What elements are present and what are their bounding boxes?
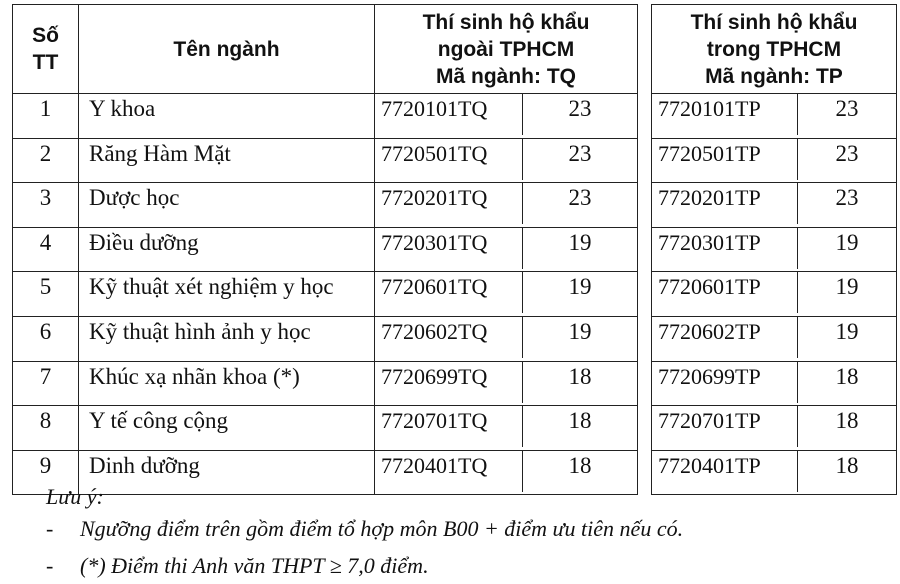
row-stt: 4 [13, 227, 79, 272]
row-major-name: Y khoa [79, 94, 375, 139]
outside-score: 23 [568, 96, 592, 121]
row-major-name: Khúc xạ nhãn khoa (*) [79, 361, 375, 406]
score-table [12, 4, 897, 495]
row-major-name: Điều dưỡng [79, 227, 375, 272]
inside-pair [652, 451, 896, 492]
inside-code: 7720602TP [652, 317, 798, 358]
header-row [13, 5, 897, 94]
header-outside-line-1: Thí sinh hộ khẩu [422, 10, 590, 34]
inside-score: 19 [835, 274, 859, 300]
outside-pair [375, 272, 637, 313]
note-item-2 [46, 553, 429, 579]
row-stt: 1 [13, 94, 79, 139]
row-inside-cell [652, 138, 897, 183]
row-gap [638, 94, 652, 139]
note-text-2: (*) Điểm thi Anh văn THPT ≥ 7,0 điểm. [80, 553, 429, 578]
inside-pair [652, 317, 896, 358]
row-stt: 9 [13, 450, 79, 495]
table-row [13, 183, 897, 228]
outside-pair [375, 228, 637, 269]
header-inside-line-3: Mã ngành: TP [705, 64, 843, 88]
table-row [13, 138, 897, 183]
note-bullet-1: - [46, 516, 54, 541]
inside-score: 19 [835, 318, 859, 344]
row-major-name: Dinh dưỡng [79, 450, 375, 495]
header-inside-line-2: trong TPHCM [706, 37, 842, 61]
inside-code: 7720501TP [652, 139, 798, 180]
table-row [13, 227, 897, 272]
inside-code: 7720601TP [652, 272, 798, 313]
outside-pair [375, 94, 637, 135]
row-inside-cell [652, 361, 897, 406]
inside-score: 23 [835, 185, 859, 211]
row-gap [638, 183, 652, 228]
row-major-name: Răng Hàm Mặt [79, 138, 375, 183]
inside-code: 7720301TP [652, 228, 798, 269]
inside-pair [652, 362, 896, 403]
row-outside-cell [375, 272, 638, 317]
outside-pair [375, 451, 637, 492]
row-inside-cell [652, 316, 897, 361]
row-outside-cell [375, 138, 638, 183]
row-gap [638, 450, 652, 495]
inside-score: 18 [835, 452, 859, 478]
inside-code: 7720201TP [652, 183, 798, 224]
inside-score: 18 [835, 408, 859, 434]
notes-heading: Lưu ý: [46, 484, 104, 509]
inside-pair [652, 228, 896, 269]
inside-code: 7720401TP [652, 451, 798, 492]
row-major-name: Dược học [79, 183, 375, 228]
row-inside-cell [652, 227, 897, 272]
table-row [13, 94, 897, 139]
row-outside-cell [375, 227, 638, 272]
row-major-name: Kỹ thuật hình ảnh y học [79, 316, 375, 361]
inside-pair [652, 94, 896, 135]
outside-pair [375, 362, 637, 403]
header-stt-line-2: TT [32, 51, 59, 74]
row-stt: 7 [13, 361, 79, 406]
row-outside-cell [375, 183, 638, 228]
row-outside-cell [375, 406, 638, 451]
row-gap [638, 227, 652, 272]
outside-code: 7720701TQ [375, 406, 523, 447]
note-item-1 [46, 516, 683, 542]
row-stt: 3 [13, 183, 79, 228]
inside-pair [652, 139, 896, 180]
row-inside-cell [652, 183, 897, 228]
row-outside-cell [375, 316, 638, 361]
inside-code: 7720699TP [652, 362, 798, 403]
outside-pair [375, 139, 637, 180]
outside-code: 7720501TQ [375, 139, 523, 180]
table-row [13, 406, 897, 451]
table-row [13, 272, 897, 317]
outside-score: 19 [568, 229, 592, 255]
outside-code: 7720699TQ [375, 362, 523, 403]
row-major-name: Kỹ thuật xét nghiệm y học [79, 272, 375, 317]
row-stt: 2 [13, 138, 79, 183]
row-inside-cell [652, 272, 897, 317]
row-stt: 5 [13, 272, 79, 317]
outside-score: 18 [568, 363, 592, 389]
header-inside-line-1: Thí sinh hộ khẩu [690, 10, 858, 34]
outside-score: 23 [568, 140, 592, 166]
row-stt: 6 [13, 316, 79, 361]
inside-score: 23 [835, 140, 859, 166]
header-gap [638, 5, 652, 94]
outside-pair [375, 183, 637, 224]
row-gap [638, 316, 652, 361]
outside-score: 19 [568, 274, 592, 300]
header-outside-line-3: Mã ngành: TQ [436, 64, 576, 88]
note-bullet-2: - [46, 553, 54, 578]
header-stt-line-1: Số [32, 24, 59, 47]
inside-pair [652, 272, 896, 313]
header-stt [13, 5, 79, 94]
row-gap [638, 361, 652, 406]
inside-code: 7720701TP [652, 406, 798, 447]
outside-code: 7720601TQ [375, 272, 523, 313]
row-inside-cell [652, 406, 897, 451]
row-gap [638, 406, 652, 451]
header-inside [652, 5, 897, 94]
outside-pair [375, 406, 637, 447]
inside-pair [652, 406, 896, 447]
outside-code: 7720101TQ [375, 94, 523, 135]
row-outside-cell [375, 361, 638, 406]
note-text-1: Ngưỡng điểm trên gồm điểm tổ hợp môn B00 + điểm ưu tiên nếu có. [80, 516, 684, 541]
row-gap [638, 272, 652, 317]
row-stt: 8 [13, 406, 79, 451]
header-outside [375, 5, 638, 94]
outside-score: 23 [568, 185, 592, 211]
table-row [13, 316, 897, 361]
inside-score: 23 [835, 96, 859, 121]
row-gap [638, 138, 652, 183]
row-inside-cell [652, 450, 897, 495]
row-outside-cell [375, 94, 638, 139]
inside-code: 7720101TP [652, 94, 798, 135]
outside-code: 7720301TQ [375, 228, 523, 269]
table-row [13, 361, 897, 406]
outside-score: 19 [568, 318, 592, 344]
inside-pair [652, 183, 896, 224]
table-row [13, 450, 897, 495]
outside-score: 18 [568, 452, 592, 478]
row-outside-cell [375, 450, 638, 495]
outside-code: 7720201TQ [375, 183, 523, 224]
inside-score: 19 [835, 229, 859, 255]
header-outside-line-2: ngoài TPHCM [437, 37, 575, 61]
outside-code: 7720401TQ [375, 451, 523, 492]
row-major-name: Y tế công cộng [79, 406, 375, 451]
inside-score: 18 [835, 363, 859, 389]
outside-score: 18 [568, 408, 592, 434]
outside-pair [375, 317, 637, 358]
row-inside-cell [652, 94, 897, 139]
outside-code: 7720602TQ [375, 317, 523, 358]
header-name: Tên ngành [79, 5, 375, 94]
